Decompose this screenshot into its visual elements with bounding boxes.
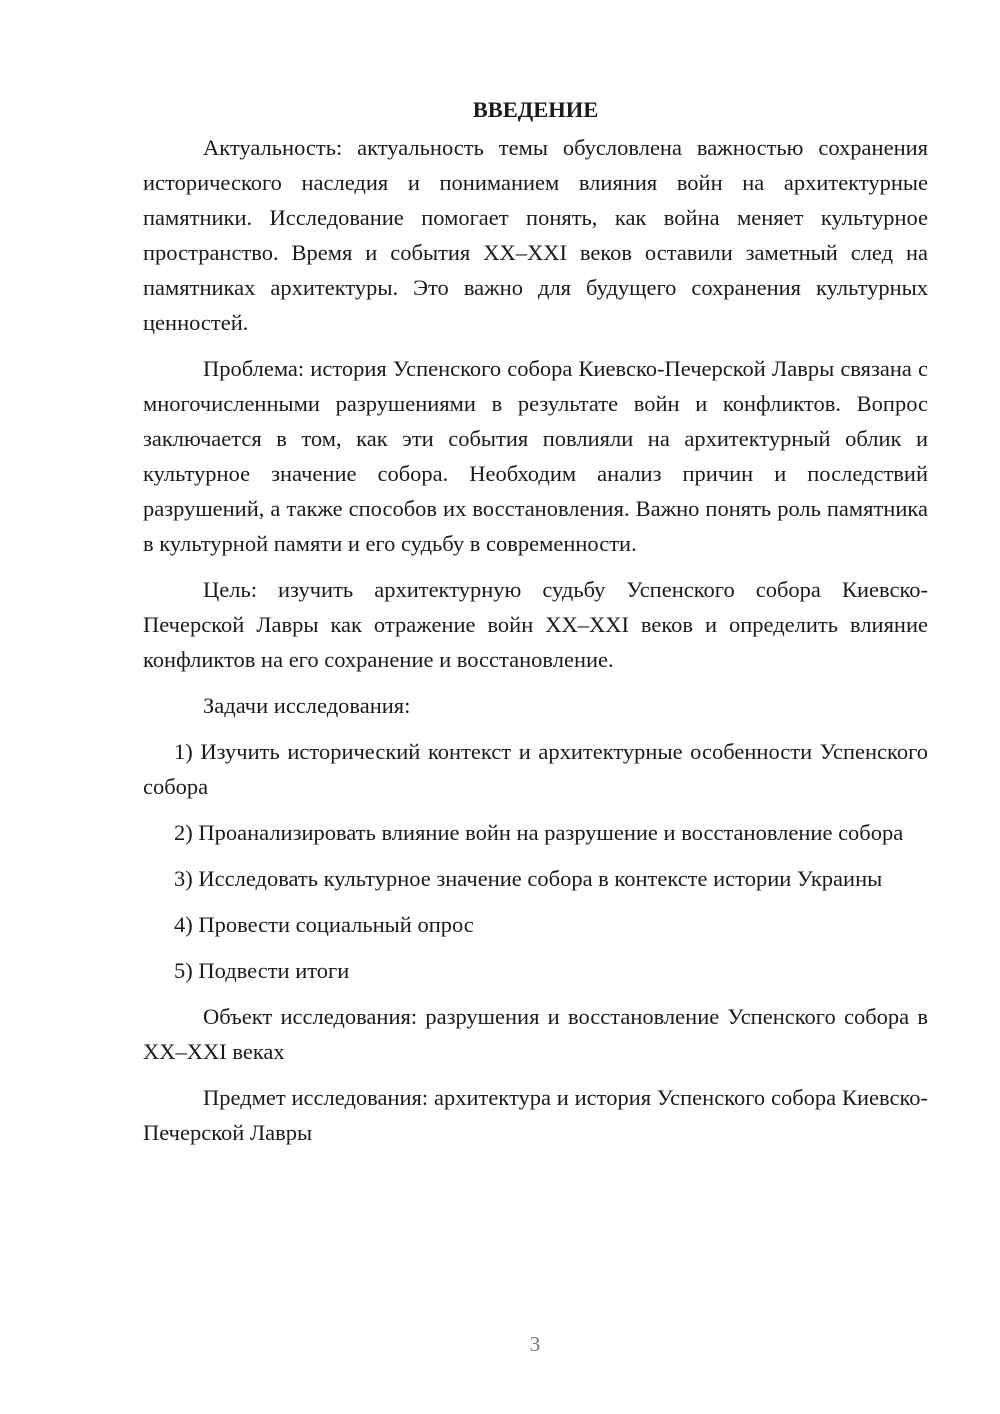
document-page (143, 92, 928, 1161)
task-item-3: 3) Исследовать культурное значение собора в контексте истории Украины (174, 866, 883, 891)
task-item-1: 1) Изучить исторический контекст и архитектурные особенности Успенского собора (143, 739, 928, 799)
task-item-4: 4) Провести социальный опрос (174, 912, 474, 937)
goal-paragraph: Цель: изучить архитектурную судьбу Успенского собора Киевско-Печерской Лавры как отражение войн XX–XXI веков и определить влияние конфликтов на его сохранение и восстановление. (143, 577, 928, 672)
page-number: 3 (529, 1332, 541, 1356)
subject-paragraph: Предмет исследования: архитектура и история Успенского собора Киевско-Печерской Лавры (143, 1085, 928, 1145)
problem-paragraph: Проблема: история Успенского собора Киевско-Печерской Лавры связана с многочисленными разрушениями в результате войн и конфликтов. Вопрос заключается в том, как эти события повлияли на архитектурный облик и культурное значение собора. Необходим анализ причин и последствий разрушений, а также способов их восстановления. Важно понять роль памятника в культурной памяти и его судьбу в современности. (143, 356, 928, 556)
task-item-5: 5) Подвести итоги (174, 958, 350, 983)
page-title: ВВЕДЕНИЕ (472, 97, 599, 122)
relevance-paragraph: Актуальность: актуальность темы обусловлена важностью сохранения исторического наследия и пониманием влияния войн на архитектурные памятники. Исследование помогает понять, как война меняет культурное пространство. Время и события XX–XXI веков оставили заметный след на памятниках архитектуры. Это важно для будущего сохранения культурных ценностей. (143, 135, 928, 335)
task-item-2: 2) Проанализировать влияние войн на разрушение и восстановление собора (174, 820, 904, 845)
object-paragraph: Объект исследования: разрушения и восстановление Успенского собора в XX–XXI веках (143, 1004, 928, 1064)
tasks-label: Задачи исследования: (203, 693, 411, 718)
